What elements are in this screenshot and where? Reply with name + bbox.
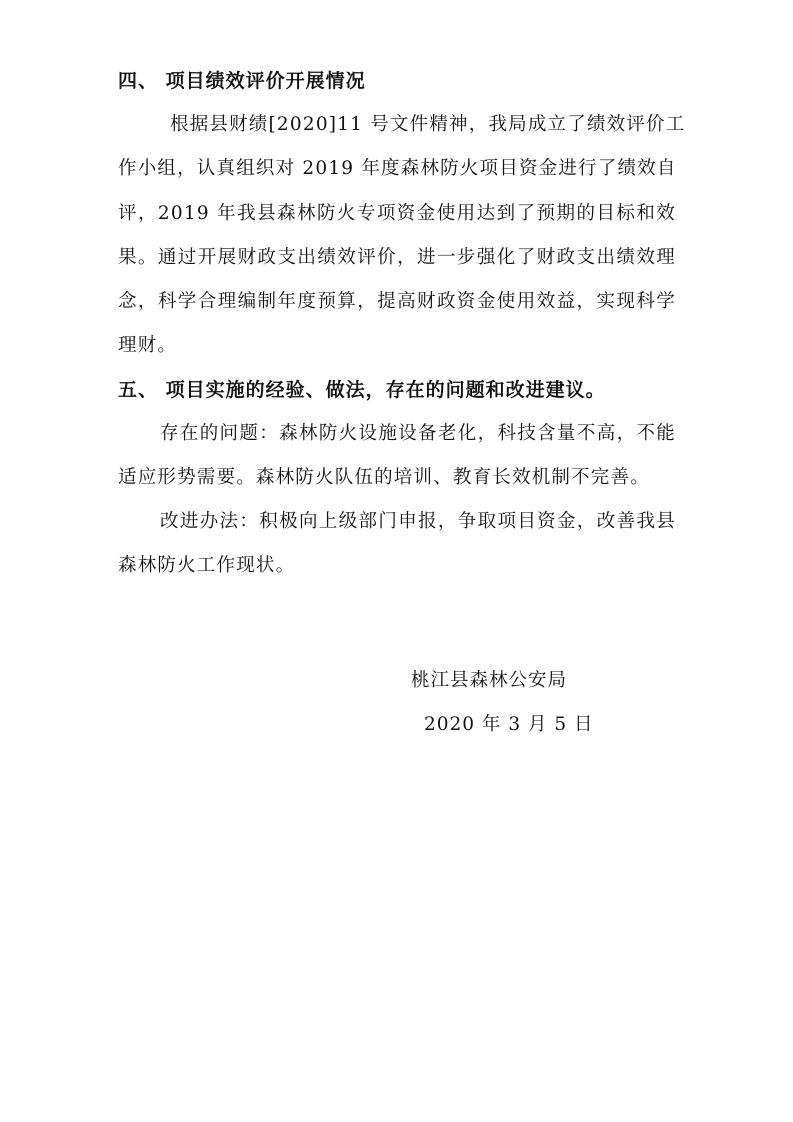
section-4-paragraph-line-1: 根据县财绩[2020]11 号文件精神，我局成立了绩效评价工	[170, 114, 686, 135]
section-4-heading: 四、 项目绩效评价开展情况	[118, 70, 366, 92]
section-4-paragraph-line-4: 果。通过开展财政支出绩效评价，进一步强化了财政支出绩效理	[118, 247, 676, 268]
signature-date: 2020 年 3 月 5 日	[424, 714, 594, 735]
section-4-paragraph-line-2: 作小组，认真组织对 2019 年度森林防火项目资金进行了绩效自	[118, 158, 677, 179]
improvement-line-2: 森林防火工作现状。	[118, 555, 296, 576]
problems-line-1: 存在的问题：森林防火设施设备老化，科技含量不高，不能	[160, 423, 676, 444]
problems-line-2: 适应形势需要。森林防火队伍的培训、教育长效机制不完善。	[118, 467, 650, 488]
section-5-heading: 五、 项目实施的经验、做法，存在的问题和改进建议。	[118, 379, 606, 401]
signature-organization: 桃江县森林公安局	[411, 670, 568, 691]
section-4-paragraph-line-3: 评，2019 年我县森林防火专项资金使用达到了预期的目标和效	[118, 203, 676, 224]
section-4-paragraph-line-5: 念，科学合理编制年度预算，提高财政资金使用效益，实现科学	[118, 291, 676, 312]
improvement-line-1: 改进办法：积极向上级部门申报，争取项目资金，改善我县	[160, 511, 676, 532]
section-4-paragraph-line-6: 理财。	[118, 335, 178, 356]
